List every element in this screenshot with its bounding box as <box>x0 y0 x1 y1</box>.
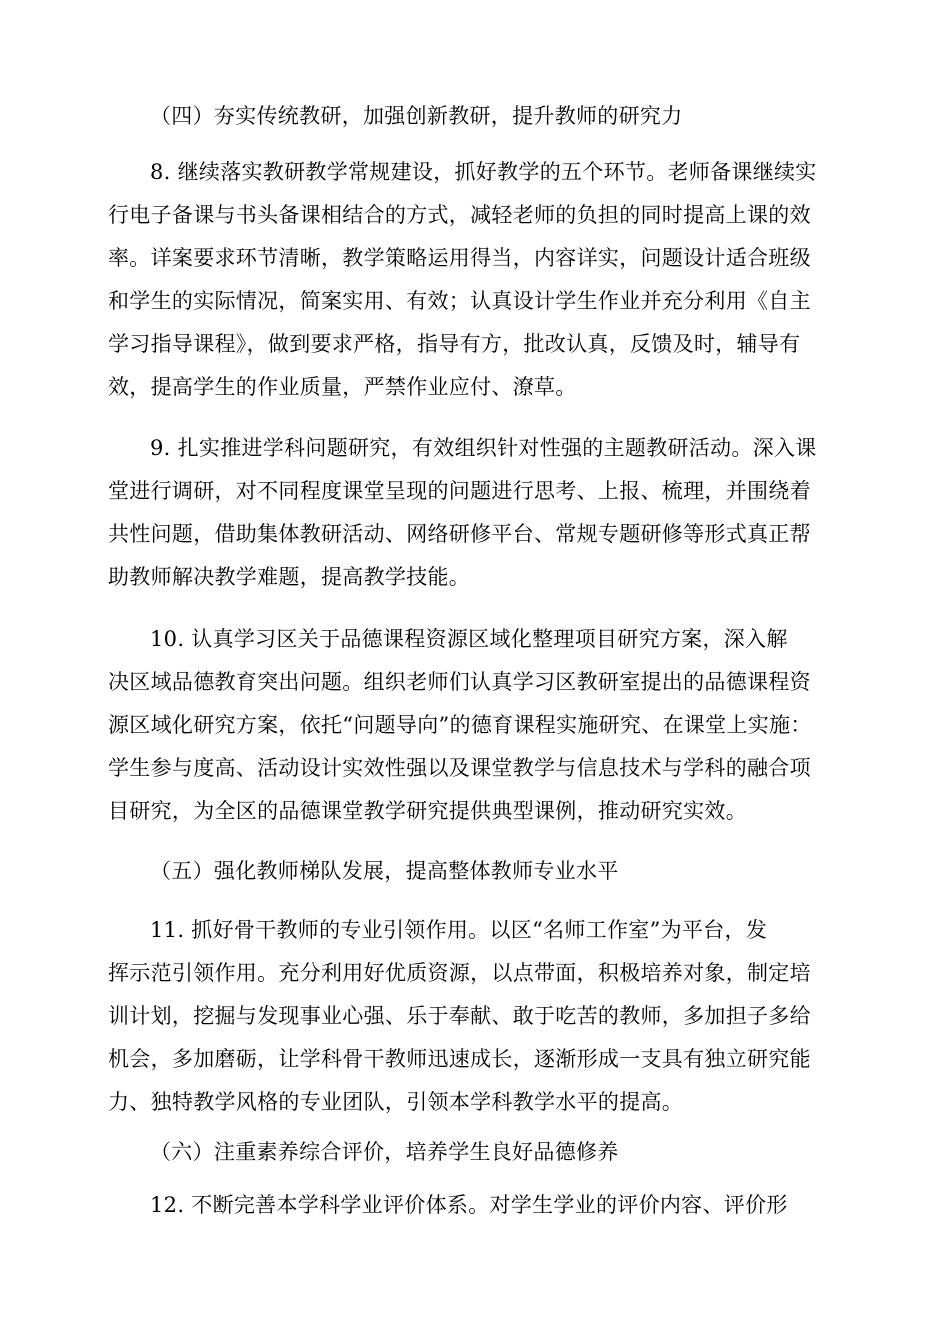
paragraph-9-line-3: 共性问题，借助集体教研活动、网络研修平台、常规专题研修等形式真正帮 <box>108 522 811 546</box>
paragraph-8-line-3: 率。详案要求环节清晰，教学策略运用得当，内容详实，问题设计适合班级 <box>108 246 811 270</box>
paragraph-11-line-4: 机会，多加磨砺，让学科骨干教师迅速成长，逐渐形成一支具有独立研究能 <box>108 1047 811 1071</box>
paragraph-10-line-1: 10. 认真学习区关于品德课程资源区域化整理项目研究方案，深入解 <box>150 627 788 651</box>
paragraph-10-line-4: 学生参与度高、活动设计实效性强以及课堂教学与信息技术与学科的融合项 <box>108 756 811 780</box>
paragraph-8-line-4: 和学生的实际情况，简案实用、有效；认真设计学生作业并充分利用《自主 <box>108 289 811 313</box>
paragraph-11-line-1: 11. 抓好骨干教师的专业引领作用。以区“名师工作室”为平台，发 <box>150 918 768 942</box>
paragraph-8-line-6: 效，提高学生的作业质量，严禁作业应付、潦草。 <box>108 375 577 399</box>
paragraph-10-line-2: 决区域品德教育突出问题。组织老师们认真学习区教研室提出的品德课程资 <box>108 670 811 694</box>
paragraph-11-line-5: 力、独特教学风格的专业团队，引领本学科教学水平的提高。 <box>108 1090 684 1114</box>
paragraph-10-line-5: 目研究，为全区的品德课堂教学研究提供典型课例，推动研究实效。 <box>108 799 747 823</box>
paragraph-9-line-4: 助教师解决教学难题，提高教学技能。 <box>108 565 471 589</box>
paragraph-11-line-2: 挥示范引领作用。充分利用好优质资源，以点带面，积极培养对象，制定培 <box>108 961 811 985</box>
section-heading-5: （五）强化教师梯队发展，提高整体教师专业水平 <box>150 859 619 883</box>
section-heading-6: （六）注重素养综合评价，培养学生良好品德修养 <box>150 1140 619 1164</box>
paragraph-10-line-3: 源区域化研究方案，依托“问题导向”的德育课程实施研究、在课堂上实施： <box>108 713 812 737</box>
paragraph-11-line-3: 训计划，挖掘与发现事业心强、乐于奉献、敢于吃苦的教师，多加担子多给 <box>108 1004 811 1028</box>
paragraph-9-line-2: 堂进行调研，对不同程度课堂呈现的问题进行思考、上报、梳理，并围绕着 <box>108 479 811 503</box>
section-heading-4: （四）夯实传统教研，加强创新教研，提升教师的研究力 <box>150 104 683 128</box>
paragraph-8-line-1: 8. 继续落实教研教学常规建设，抓好教学的五个环节。老师备课继续实 <box>150 160 817 184</box>
paragraph-8-line-2: 行电子备课与书头备课相结合的方式，减轻老师的负担的同时提高上课的效 <box>108 203 811 227</box>
paragraph-9-line-1: 9. 扎实推进学科问题研究，有效组织针对性强的主题教研活动。深入课 <box>150 436 817 460</box>
paragraph-12-line-1: 12. 不断完善本学科学业评价体系。对学生学业的评价内容、评价形 <box>150 1193 788 1217</box>
paragraph-8-line-5: 学习指导课程》，做到要求严格，指导有方，批改认真，反馈及时，辅导有 <box>108 332 801 356</box>
